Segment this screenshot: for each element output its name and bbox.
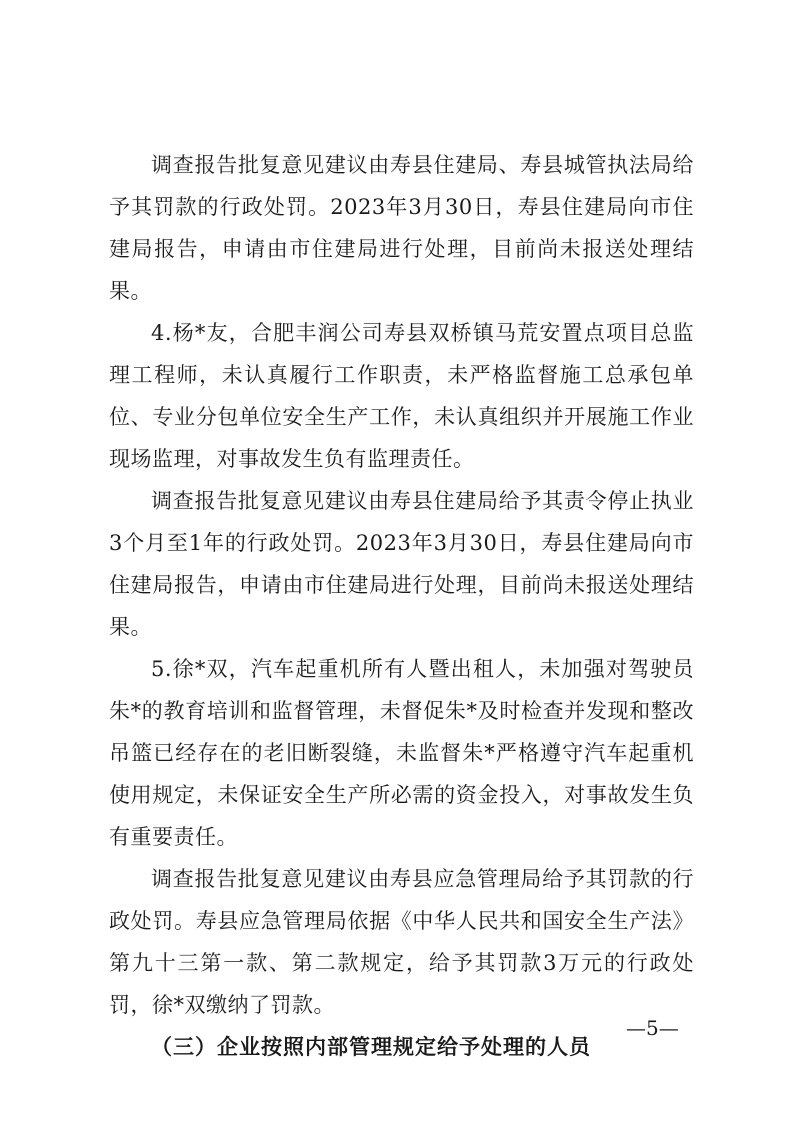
paragraph-item-4-yang: 4.杨*友，合肥丰润公司寿县双桥镇马荒安置点项目总监理工程师，未认真履行工作职责，未严格监督施工总承包单位、专业分包单位安全生产工作，未认真组织并开展施工作业现场监理，对事故发生负有监理责任。 <box>109 321 694 471</box>
paragraph-penalty-housing-bureau: 调查报告批复意见建议由寿县住建局、寿县城管执法局给予其罚款的行政处罚。2023年3月30日，寿县住建局向市住建局报告，申请由市住建局进行处理，目前尚未报送处理结果。 <box>109 153 694 303</box>
paragraph-penalty-suspension: 调查报告批复意见建议由寿县住建局给予其责令停止执业3个月至1年的行政处罚。2023年3月30日，寿县住建局向市住建局报告，申请由市住建局进行处理，目前尚未报送处理结果。 <box>109 489 694 639</box>
paragraph-item-5-xu: 5.徐*双，汽车起重机所有人暨出租人，未加强对驾驶员朱*的教育培训和监督管理，未督促朱*及时检查并发现和整改吊篮已经存在的老旧断裂缝，未监督朱*严格遵守汽车起重机使用规定，未保证安全生产所必需的资金投入，对事故发生负有重要责任。 <box>109 657 694 849</box>
page-number: —5— <box>626 1016 679 1040</box>
document-body <box>109 144 694 1068</box>
section-heading: （三）企业按照内部管理规定给予处理的人员 <box>151 1034 591 1059</box>
paragraph-penalty-emergency-bureau: 调查报告批复意见建议由寿县应急管理局给予其罚款的行政处罚。寿县应急管理局依据《中华人民共和国安全生产法》第九十三第一款、第二款规定，给予其罚款3万元的行政处罚，徐*双缴纳了罚款。 <box>109 867 694 1017</box>
